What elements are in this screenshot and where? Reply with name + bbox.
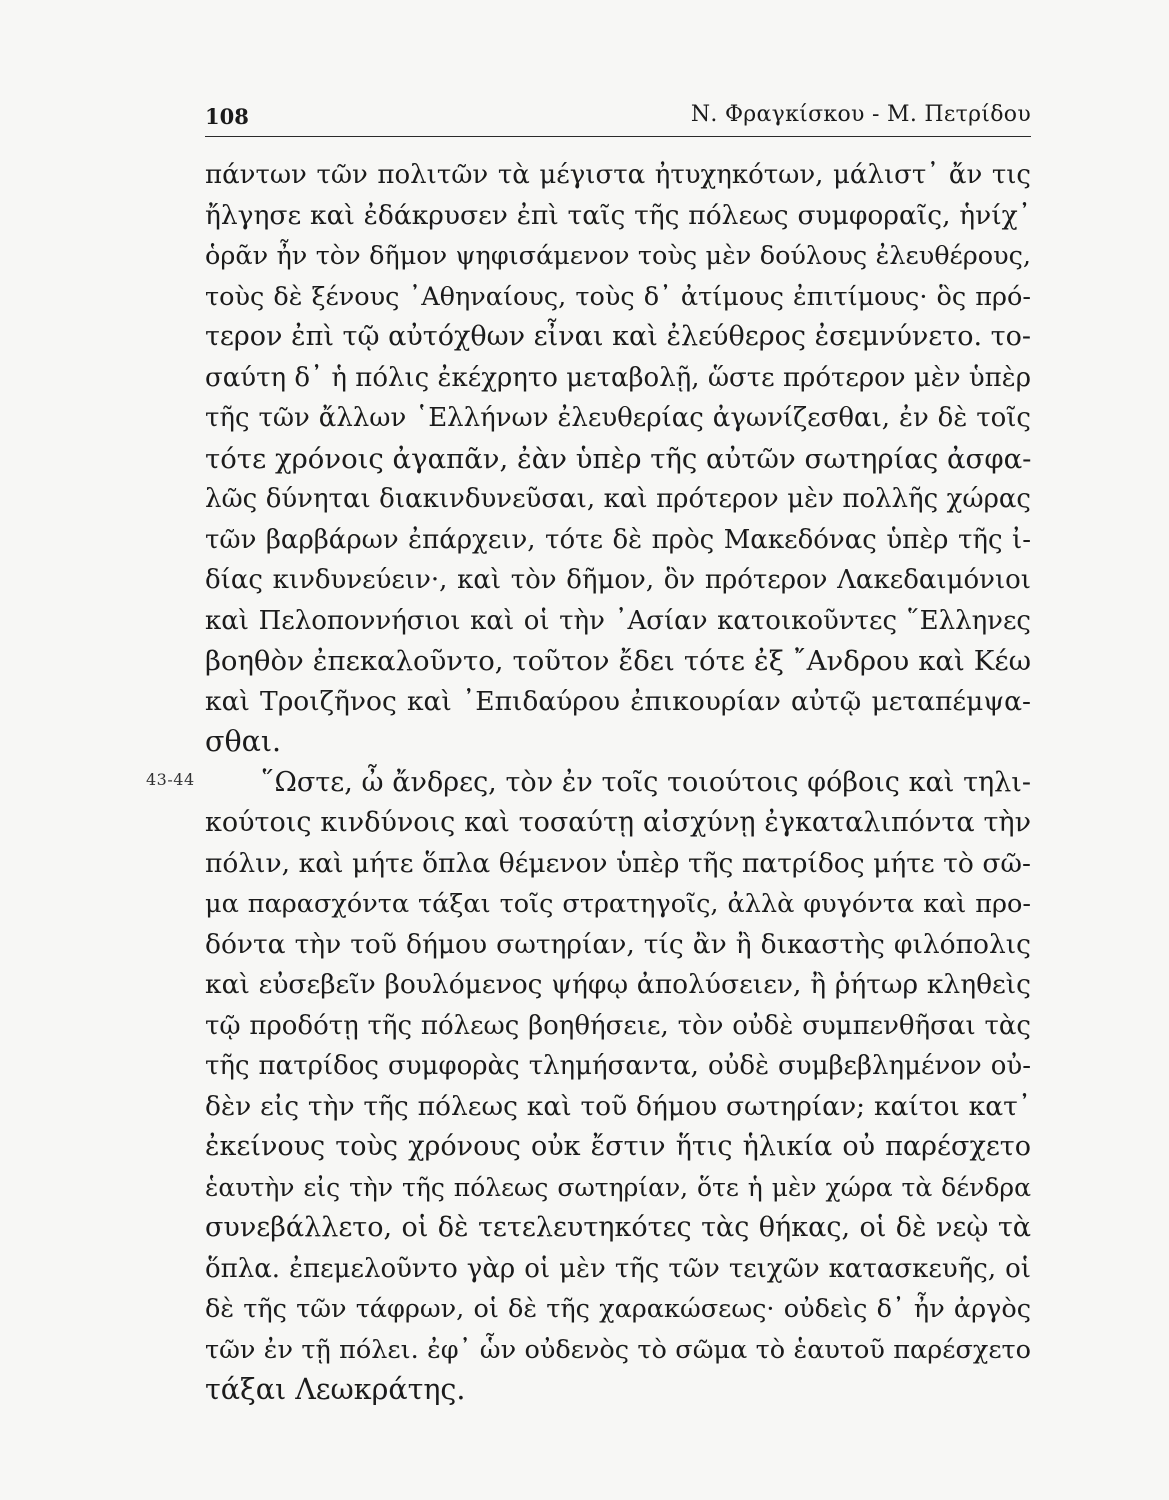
text-line: καὶ Πελοποννήσιοι καὶ οἱ τὴν ᾽Ασίαν κατοικοῦντες ῞Ελληνες [205,605,1031,636]
paragraph-1 [205,155,1031,763]
page-header [205,100,1031,137]
text-line: κούτοις κινδύνοις καὶ τοσαύτῃ αἰσχύνῃ ἐγκαταλιπόντα τὴν [205,807,1031,838]
text-line: δὲν εἰς τὴν τῆς πόλεως καὶ τοῦ δήμου σωτηρίαν; καίτοι κατ᾽ [205,1090,1031,1122]
text-line: λῶς δύνηται διακινδυνεῦσαι, καὶ πρότερον μὲν πολλῆς χώρας [205,484,1031,514]
text-line: πάντων τῶν πολιτῶν τὰ μέγιστα ἠτυχηκότων, μάλιστ᾽ ἄν τις [205,160,1031,190]
text-line: ὁρᾶν ἦν τὸν δῆμον ψηφισάμενον τοὺς μὲν δούλους ἐλευθέρους, [205,241,1031,271]
text-line: τοὺς δὲ ξένους ᾽Αθηναίους, τοὺς δ᾽ ἀτίμους ἐπιτίμους· ὃς πρό- [205,281,1031,312]
text-line: καὶ εὐσεβεῖν βουλόμενος ψήφῳ ἀπολύσειεν, ἢ ῥήτωρ κληθεὶς [205,969,1031,1000]
text-line: συνεβάλλετο, οἱ δὲ τετελευτηκότες τὰς θήκας, οἱ δὲ νεῲ τὰ [205,1212,1031,1243]
text-line: πόλιν, καὶ μήτε ὅπλα θέμενον ὑπὲρ τῆς πατρίδος μήτε τὸ σῶ- [205,847,1031,879]
text-line: τῶν βαρβάρων ἐπάρχειν, τότε δὲ πρὸς Μακεδόνας ὑπὲρ τῆς ἰ- [205,524,1031,555]
text-line: τερον ἐπὶ τῷ αὐτόχθων εἶναι καὶ ἐλεύθερος ἐσεμνύνετο. το- [205,321,1031,352]
margin-section-reference: 43-44 [146,770,195,789]
page-number: 108 [205,104,249,129]
text-line: τῶν ἐν τῇ πόλει. ἐφ᾽ ὧν οὐδενὸς τὸ σῶμα τὸ ἑαυτοῦ παρέσχετο [205,1334,1031,1365]
text-line: τότε χρόνοις ἀγαπᾶν, ἐὰν ὑπὲρ τῆς αὐτῶν σωτηρίας ἀσφα- [205,442,1032,475]
body-text [205,155,1031,1411]
text-line: ῞Ωστε, ὦ ἄνδρες, τὸν ἐν τοῖς τοιούτοις φόβοις καὶ τηλι- [261,766,1031,798]
text-line: μα παρασχόντα τάξαι τοῖς στρατηγοῖς, ἀλλὰ φυγόντα καὶ προ- [205,889,1031,919]
text-line: ἐκείνους τοὺς χρόνους οὐκ ἔστιν ἥτις ἡλικία οὐ παρέσχετο [205,1131,1031,1162]
text-line: σαύτη δ᾽ ἡ πόλις ἐκέχρητο μεταβολῇ, ὥστε πρότερον μὲν ὑπὲρ [205,362,1031,393]
text-line: σθαι. [205,725,282,758]
paragraph-2 [205,763,1031,1411]
text-line: δὲ τῆς τῶν τάφρων, οἱ δὲ τῆς χαρακώσεως· οὐδεὶς δ᾽ ἦν ἀργὸς [205,1294,1031,1324]
text-line: βοηθὸν ἐπεκαλοῦντο, τοῦτον ἔδει τότε ἐξ ῎Ανδρου καὶ Κέω [205,645,1031,677]
text-line: τάξαι Λεωκράτης. [205,1373,466,1406]
text-line: δόντα τὴν τοῦ δήμου σωτηρίαν, τίς ἂν ἢ δικαστὴς φιλόπολις [205,928,1031,960]
text-line: τῆς τῶν ἄλλων ῾Ελλήνων ἐλευθερίας ἀγωνίζεσθαι, ἐν δὲ τοῖς [205,403,1031,433]
running-head: Ν. Φραγκίσκου - Μ. Πετρίδου [690,102,1031,127]
text-line: ἤλγησε καὶ ἐδάκρυσεν ἐπὶ ταῖς τῆς πόλεως συμφοραῖς, ἡνίχ᾽ [205,199,1031,231]
text-line: τῆς πατρίδος συμφορὰς τλημήσαντα, οὐδὲ συμβεβλημένον οὐ- [205,1051,1031,1081]
text-line: καὶ Τροιζῆνος καὶ ᾽Επιδαύρου ἐπικουρίαν αὐτῷ μεταπέμψα- [205,685,1031,717]
text-line: δίας κινδυνεύειν·, καὶ τὸν δῆμον, ὃν πρότερον Λακεδαιμόνιοι [205,565,1031,595]
text-line: τῷ προδότῃ τῆς πόλεως βοηθήσειε, τὸν οὐδὲ συμπενθῆσαι τὰς [205,1010,1031,1041]
text-line: ὅπλα. ἐπεμελοῦντο γὰρ οἱ μὲν τῆς τῶν τειχῶν κατασκευῆς, οἱ [205,1253,1031,1284]
text-line: ἑαυτὴν εἰς τὴν τῆς πόλεως σωτηρίαν, ὅτε ἡ μὲν χώρα τὰ δένδρα [205,1172,1031,1202]
